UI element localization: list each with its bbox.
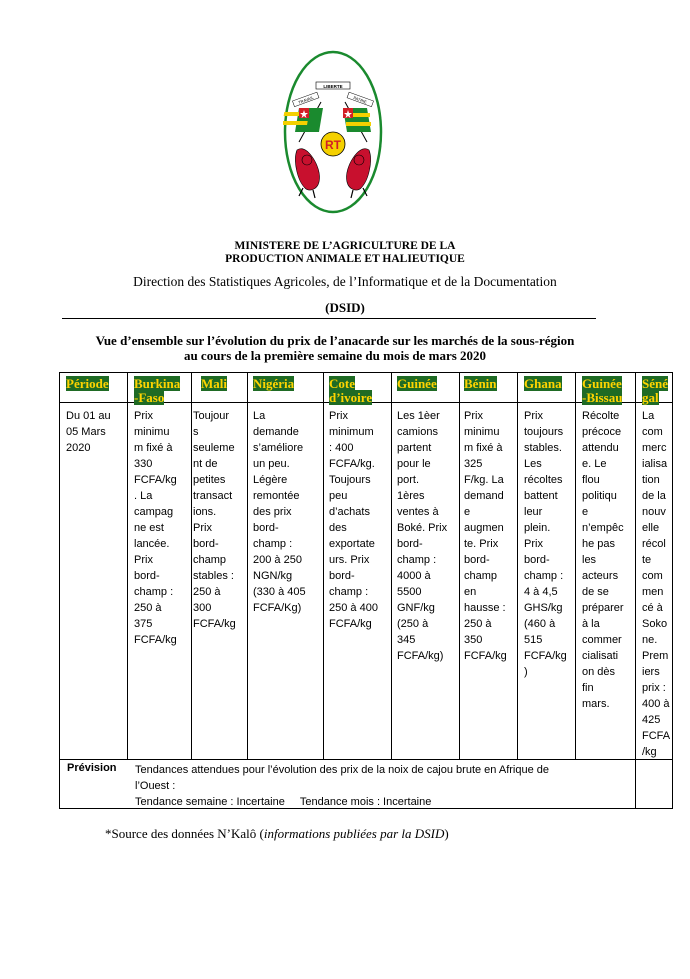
header-divider <box>62 318 596 319</box>
title-line-1: Vue d’ensemble sur l’évolution du prix de l’anacarde sur les marchés de la sous-région <box>95 333 575 348</box>
rt-monogram: RT <box>325 138 341 152</box>
prevision-line-1: Tendances attendues pour l’évolution des prix de la noix de cajou brute en Afrique de <box>135 764 550 776</box>
cell-ghana: Prix toujours stables. Les récoltes battent leur plein. Prix bord- champ : 4 à 4,5 GHS/kg (460 à 515 FCFA/kg ) <box>524 410 567 678</box>
prevision-text <box>135 762 615 810</box>
cell-burkina-faso: Prix minimu m fixé à 330 FCFA/kg . La campag ne est lancée. Prix bord- champ : 250 à 375 FCFA/kg <box>134 410 177 646</box>
cell-guinee: Les 1èer camions partent pour le port. 1ères ventes à Boké. Prix bord- champ : 4000 à 5500 GNF/kg (250 à 345 FCFA/kg) <box>397 410 448 662</box>
source-note <box>105 826 449 842</box>
prevision-line-2: l’Ouest : <box>135 780 176 792</box>
header-periode: Période <box>66 376 109 391</box>
dsid-acronym: (DSID) <box>325 300 365 315</box>
source-italic: informations publiées par la DSID <box>263 826 445 841</box>
prevision-label: Prévision <box>67 762 117 774</box>
header-ghana: Ghana <box>524 376 562 391</box>
cell-cote-divoire: Prix minimum : 400 FCFA/kg. Toujours peu d’achats des exportate urs. Prix bord- champ : 250 à 400 FCFA/kg <box>329 410 378 630</box>
togo-flag-right-icon <box>343 102 371 142</box>
cell-benin: Prix minimu m fixé à 325 F/kg. La demand e augmen te. Prix bord- champ en hausse : 250 à 350 FCFA/kg <box>464 410 507 662</box>
header-senegal: Séné gal <box>642 376 668 405</box>
cell-nigeria: La demande s’améliore un peu. Légère remontée des prix bord- champ : 200 à 250 NGN/kg (330 à 405 FCFA/Kg) <box>253 410 306 614</box>
direction-name: Direction des Statistiques Agricoles, de l’Informatique et de la Documentation <box>133 274 557 289</box>
ministry-line-1: MINISTERE DE L’AGRICULTURE DE LA <box>234 240 456 252</box>
ministry-line-2: PRODUCTION ANIMALE ET HALIEUTIQUE <box>225 253 465 265</box>
cell-senegal: La com merc ialisa tion de la nouv elle récol te com men cé à Soko ne. Prem iers prix : 400 à 425 FCFA /kg <box>642 410 671 758</box>
ministry-name <box>0 240 690 266</box>
header-mali: Mali <box>201 376 227 391</box>
svg-text:TRAVAIL: TRAVAIL <box>297 94 315 105</box>
source-suffix: ) <box>444 826 449 841</box>
cell-mali: Toujour s seuleme nt de petites transact ions. Prix bord- champ stables : 250 à 300 FCFA/kg <box>193 410 236 630</box>
cell-periode: Du 01 au 05 Mars 2020 <box>66 410 111 454</box>
document-title <box>40 333 630 363</box>
prevision-line-3: Tendance semaine : Incertaine Tendance mois : Incertaine <box>135 796 432 808</box>
svg-text:PATRIE: PATRIE <box>352 95 368 105</box>
svg-text:LIBERTE: LIBERTE <box>323 84 343 89</box>
header-nigeria: Nigéria <box>253 376 295 391</box>
cell-guinee-bissau: Récolte précoce attendu e. Le flou politiqu e n’empêc he pas les acteurs de se préparer à la commer cialisati on dès fin mars. <box>582 410 624 710</box>
title-line-2: au cours de la première semaine du mois de mars 2020 <box>183 348 487 363</box>
source-prefix: *Source des données N’Kalô ( <box>105 826 264 841</box>
togo-flag-left-icon <box>283 102 323 142</box>
coat-of-arms-emblem <box>283 40 383 215</box>
header-cote-divoire: Cote d’ivoire <box>329 376 373 405</box>
header-burkina-faso: Burkina -Faso <box>134 376 181 405</box>
header-benin: Bénin <box>464 376 497 391</box>
header-guinee-bissau: Guinée -Bissau <box>582 376 623 405</box>
header-guinee: Guinée <box>397 376 437 391</box>
